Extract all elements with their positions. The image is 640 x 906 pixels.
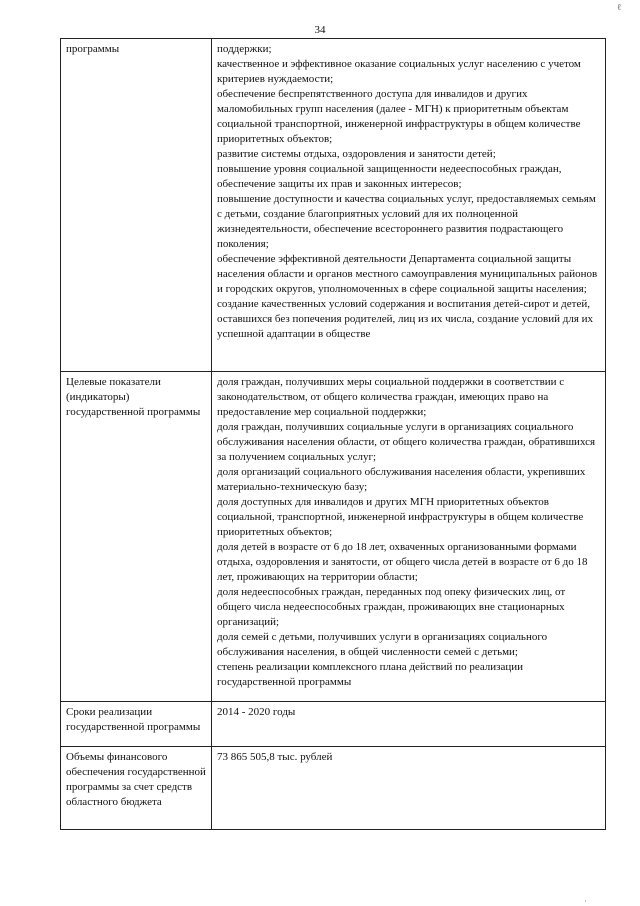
value-line: 2014 - 2020 годы — [217, 706, 296, 718]
value-line: степень реализации комплексного плана действий по реализации государственной программы — [217, 661, 524, 688]
value-line: обеспечение эффективной деятельности Департамента социальной защиты населения области и органов местного самоуправления муниципальных районов и городских округов, уполномоченных в сфере социальной защиты населения; — [217, 253, 598, 295]
value-line: доля доступных для инвалидов и других МГН приоритетных объектов социальной, транспортной, инженерной инфраструктуры в общем количестве приоритетных объектов; — [217, 496, 584, 538]
program-passport-table — [60, 38, 606, 830]
row-label: программы — [61, 39, 212, 372]
value-line: поддержки; — [217, 43, 272, 55]
value-line: развитие системы отдыха, оздоровления и занятости детей; — [217, 148, 496, 160]
value-line: качественное и эффективное оказание социальных услуг населению с учетом критериев нуждаемости; — [217, 58, 581, 85]
value-line: доля организаций социального обслуживания населения области, укрепивших материально-техническую базу; — [217, 466, 586, 493]
table-row — [61, 39, 606, 372]
row-label: Сроки реализации государственной программы — [61, 702, 212, 747]
row-label: Целевые показатели (индикаторы) государственной программы — [61, 372, 212, 702]
value-line: создание качественных условий содержания и воспитания детей-сирот и детей, оставшихся без попечения родителей, лиц из их числа, создание условий для их успешной адаптации в обществе — [217, 298, 594, 340]
value-line: повышение доступности и качества социальных услуг, предоставляемых семьям с детьми, создание благоприятных условий для их полноценной жизнедеятельности, обеспечение всестороннего развития подрастающего поколения; — [217, 193, 596, 250]
value-line: доля граждан, получивших меры социальной поддержки в соответствии с законодательством, от общего количества граждан, имеющих право на предоставление мер социальной поддержки; — [217, 376, 565, 418]
row-label: Объемы финансового обеспечения государственной программы за счет средств областного бюджета — [61, 747, 212, 830]
table-row — [61, 372, 606, 702]
value-line: доля граждан, получивших социальные услуги в организациях социального обслуживания населения области, от общего количества граждан, обратившихся за получением социальных услуг; — [217, 421, 596, 463]
value-line: доля детей в возрасте от 6 до 18 лет, охваченных организованными формами отдыха, оздоровления и занятости, от общего числа детей в возрасте от 6 до 18 лет, проживающих на территории области; — [217, 541, 588, 583]
value-line: обеспечение беспрепятственного доступа для инвалидов и других маломобильных групп населения (далее - МГН) к приоритетным объектам социальной транспортной, инженерной инфраструктуры в общем количестве приоритетных объектов; — [217, 88, 581, 145]
value-line: доля семей с детьми, получивших услуги в организациях социального обслуживания населения, в общей численности семей с детьми; — [217, 631, 548, 658]
table-row — [61, 747, 606, 830]
value-line: доля недееспособных граждан, переданных под опеку физических лиц, от общего числа недееспособных граждан, проживающих вне стационарных организаций; — [217, 586, 566, 628]
row-value — [212, 702, 606, 747]
row-value — [212, 747, 606, 830]
row-value — [212, 372, 606, 702]
table-row — [61, 702, 606, 747]
bottom-mark: · — [584, 896, 587, 906]
row-value — [212, 39, 606, 372]
value-line: 73 865 505,8 тыс. рублей — [217, 751, 333, 763]
corner-mark: ℓ — [617, 2, 622, 12]
page-number: 34 — [314, 24, 326, 36]
value-line: повышение уровня социальной защищенности недееспособных граждан, обеспечение защиты их прав и законных интересов; — [217, 163, 562, 190]
